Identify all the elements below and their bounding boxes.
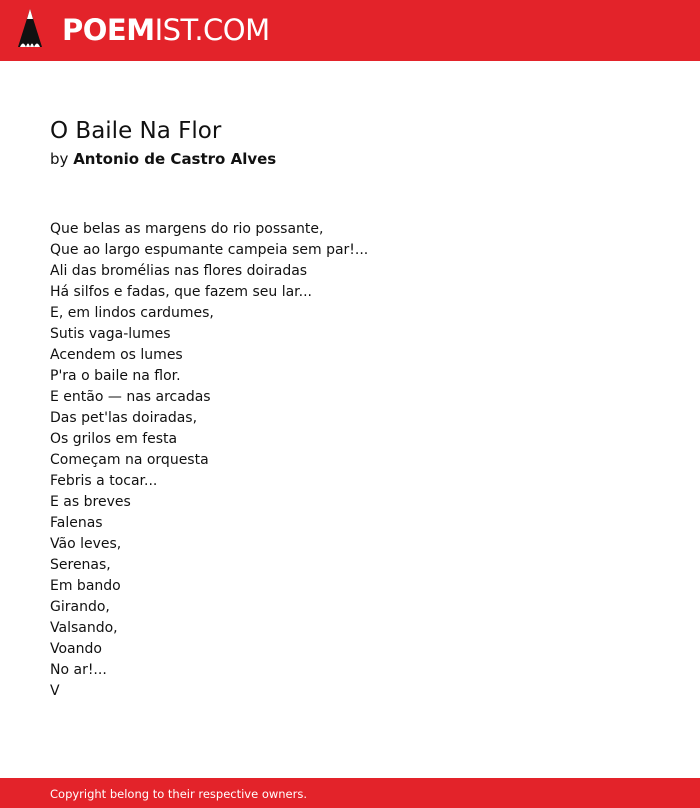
poem-line: Falenas [50,515,103,531]
logo-bold-text: POEM [62,13,155,47]
logo-light-text: IST.COM [154,13,270,47]
poem-line: Que belas as margens do rio possante, [50,221,324,237]
poem-line: Ali das bromélias nas flores doiradas [50,263,308,279]
poem-line: E as breves [50,494,131,510]
poem-line: Em bando [50,578,121,594]
poem-line: Serenas, [50,557,111,573]
poem-line: P'ra o baile na flor. [50,368,181,384]
poem-byline [50,149,276,169]
poem-line: Das pet'las doiradas, [50,410,198,426]
footer-copyright: Copyright belong to their respective owners. [50,787,308,801]
poem-line: Vão leves, [50,536,122,552]
poem-line: Começam na orquesta [50,452,209,468]
poem-line: Voando [50,641,102,657]
poem-line: Que ao largo espumante campeia sem par!... [50,242,369,258]
poem-line: E então — nas arcadas [50,389,211,405]
byline-prefix: by [50,150,69,168]
poem-line: Os grilos em festa [50,431,178,447]
poem-line: Acendem os lumes [50,347,183,363]
poem-author: Antonio de Castro Alves [73,150,277,168]
poem-line: No ar!... [50,662,107,678]
poem-line: Girando, [50,599,110,615]
poem-body [50,219,368,702]
poem-line: Há silfos e fadas, que fazem seu lar... [50,284,313,300]
poem-line: Sutis vaga-lumes [50,326,171,342]
poem-title: O Baile Na Flor [50,118,222,144]
poem-line: E, em lindos cardumes, [50,305,214,321]
pencil-tip-icon [18,9,42,51]
site-footer [0,778,700,808]
poem-line: Valsando, [50,620,118,636]
poem-line: V [50,683,60,699]
site-logo[interactable] [62,12,270,48]
poem-line: Febris a tocar... [50,473,158,489]
site-header [0,0,700,61]
